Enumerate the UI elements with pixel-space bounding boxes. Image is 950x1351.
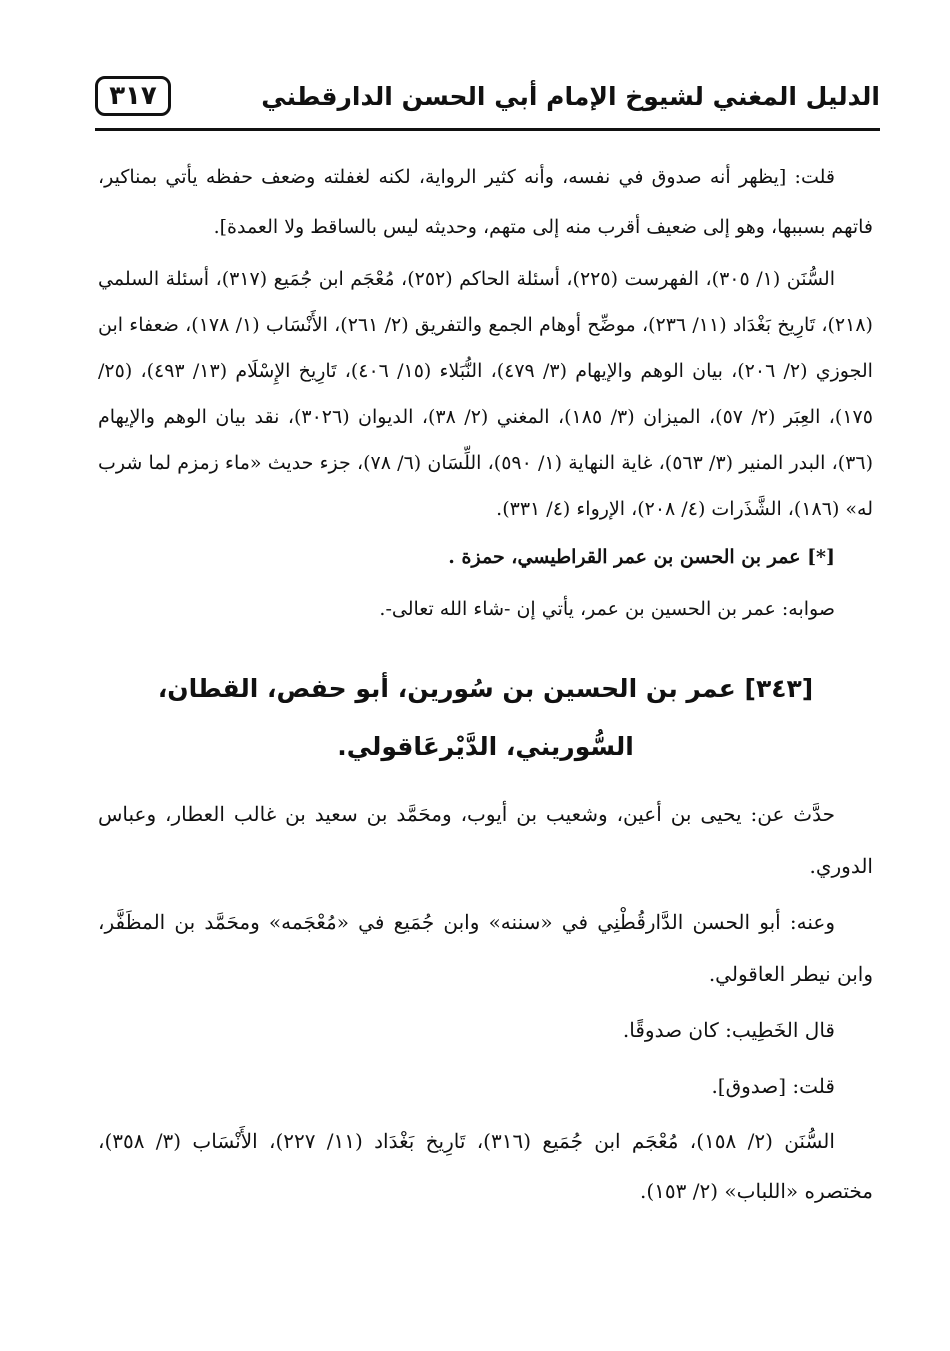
entry-teachers: حدَّث عن: يحيى بن أعين، وشعيب بن أيوب، ومحَمَّد بن سعيد بن غالب العطار، وعباس الدوري. [98,802,873,878]
author-note: قلت: [يظهر أنه صدوق في نفسه، وأنه كثير الرواية، لكنه لغفلته وضعف حفظه يأتي بمناكير، فاتهم بسببها، وهو إلى ضعيف أقرب منه إلى متهم، وحديثه ليس بالساقط ولا العمدة]. [98,166,873,238]
sources-list: السُّنَن (١/ ٣٠٥)، الفهرست (٢٢٥)، أسئلة الحاكم (٢٥٢)، مُعْجَم ابن جُمَيع (٣١٧)، أسئلة السلمي (٢١٨)، تَارِيخ بَغْدَاد (١١/ ٢٣٦)، موضِّح أوهام الجمع والتفريق (٢/ ٢٦١)، الأَنْسَاب (١/ ١٧٨)، ضعفاء ابن الجوزي (٢/ ٢٠٦)، بيان الوهم والإيهام (٣/ ٤٧٩)، النُّبَلاء (١٥/ ٤٠٦)، تَارِيخ الإِسْلَام (١٣/ ٤٩٣)، (٢٥/ ١٧٥)، العِبَر (٢/ ٥٧)، الميزان (٣/ ١٨٥)، المغني (٢/ ٣٨)، الديوان (٣٠٢٦)، نقد بيان الوهم والإيهام (٣٦)، البدر المنير (٣/ ٥٦٣)، غاية النهاية (١/ ٥٩٠)، اللِّسَان (٦/ ٧٨)، جزء حديث «ماء زمزم لما شرب له» (١٨٦)، الشَّذَرات (٤/ ٢٠٨)، الإرواء (٤/ ٣٣١). [98,268,874,520]
page-number: ٣١٧ [95,76,171,116]
cross-reference-entry: [*] عمر بن الحسن بن عمر القراطيسي، حمزة . [448,546,835,568]
page-header [95,72,880,134]
page-content [98,152,873,1216]
running-title: الدليل المغني لشيوخ الإمام أبي الحسن الدارقطني [261,82,880,111]
entry-heading: [٣٤٣] عمر بن الحسين بن سُورين، أبو حفص، القطان، السُّوريني، الدَّيْرعَاقولي. [157,674,814,761]
entry-verdict: قلت: [صدوق]. [711,1074,835,1098]
entry-sources: السُّنَن (٢/ ١٥٨)، مُعْجَم ابن جُمَيع (٣١٦)، تَارِيخ بَغْدَاد (١١/ ٢٢٧)، الأَنْسَاب (٣/ ٣٥٨)، مختصره «اللباب» (٢/ ١٥٣). [98,1129,873,1203]
header-rule [95,128,880,131]
correction-note: صوابه: عمر بن الحسين بن عمر، يأتي إن -شاء الله تعالى-. [379,598,835,620]
entry-students: وعنه: أبو الحسن الدَّارقُطْنِي في «سننه» وابن جُمَيع في «مُعْجَمه» ومحَمَّد بن المظَفَّر، وابن نيطر العاقولي. [98,910,873,986]
entry-khatib-statement: قال الخَطِيب: كان صدوقًا. [622,1018,835,1042]
